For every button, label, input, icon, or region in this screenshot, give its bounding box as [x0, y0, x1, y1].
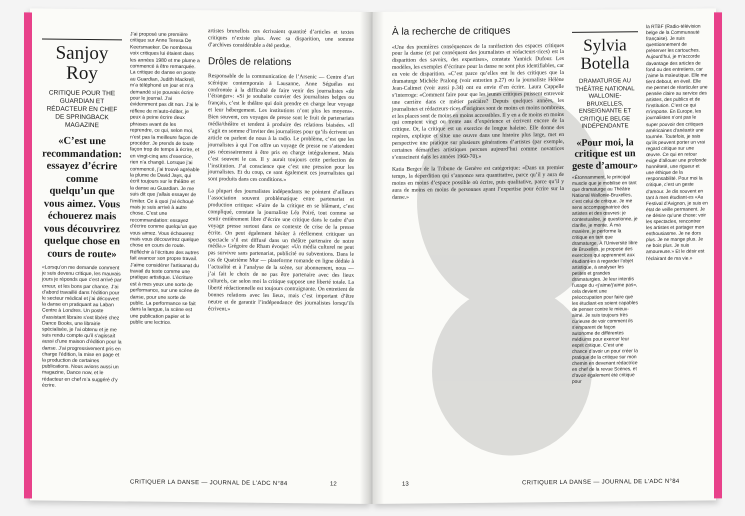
article-paragraph: Responsable de la communication de l’Arsenic — Centre d’art scénique contemporain à Lausanne, Anne Séguélas est confrontée à la difficulté de faire venir des journalistes «de l’étranger»: «Si je souhaite convier des journalistes belges ou français, c’est le théâtre qui doit prendre en charge leur voyage et leur hébergement. Les institutions n’ont plus les moyens». Bien souvent, ces voyages de presse sont le fruit de partenariats média/théâtre et tendent à produire des relations biaisées. «Il s’agit en somme d’inviter des journalistes pour qu’ils écrivent un article ou parlent de nous à la radio. Le problème, c’est que les journalistes à qui l’on offre un voyage de presse ne s’attendent pas nécessairement à être pris en charge intégralement. Mais c’est souvent le cas. Il y aurait toujours cette perfection de l’institution. J’ai conscience que c’est une pression pour les journalistes. Et du coup, ce sont également ces journalistes qui sont produits dans ces conditions.»: [208, 73, 354, 184]
profile-last-name: Botella: [580, 53, 630, 73]
article-paragraph: artistes bruxellois ces écrivaient quantité d’articles et textes critiques n’existe plus. Avec sa disparition, une somme d’archives considérable a été perdue.: [208, 28, 354, 49]
article-paragraph: Katia Berger de la Tribune de Genève est catégorique: «Dans un premier temps, la déperdition qui s’annonce sera quantitative, parce qu’il y aura de moins en moins d’espace possible où écrire, puis qualitative, parce qu’il y aura de moins en moins de personnes ayant l’expertise pour écrire sur la danse.»: [392, 164, 564, 201]
pull-quote: «Pour moi, la critique est un geste d’amour»: [572, 136, 638, 172]
profile-bio: «Étonnamment, le principal muscle que je mobilise en tant que dramaturge au Théâtre National Wallonie-Bruxelles, c’est celui de critique. Je me sens accompagnatrice des artistes et des œuvres: je contextualise, je questionne, je clarifie, je monte. À ma manière, je performe la critique en tant que dramaturge. À l’Université libre de Bruxelles, je propose des exercices qui apprennent aux étudiant·es à regarder l’objet artistique, à analyser les petites et grandes dramaturgies. Je leur interdis l’usage du «j’aime/j’aime pas», cela devient une préoccupation pour faire que les étudiant·es soient capables de penser contre le mieux-aimé. Je suis toujours très curieuse de voir comment ils s’emparent de façon autonome de différentes médiums pour exercer leur esprit critique. C’est une chance d’avoir un pour créer la pratique de la critique sur mon chemin en devenant rédactrice en chef de la revue Scènes, et d’avoir également été critique pour: [572, 175, 638, 385]
profile-bio-continued: J’ai proposé une première critique sur Anne Teresa De Keersmaeker. De nombreux voix critiques lui étaient dans les années 1980 et me plume a commencé à être remarquée. La critique de danse en poste au Guardian, Judith Mackrell, m’a téléphoné un jour et m’a demandé si je pouvais écrire pour le journal. J’ai évidemment pas dit non. J’ai le réflexe de m’auto-éditer, je peux à peine écrire deux phrases avant de les reprendre, ce qui, selon moi, n’est pas la meilleure façon de procéder. Je prends de toute façon trop de temps à écrire, et en vingt-cinq ans d’exercice, rien n’a changé. Lorsque j’ai commencé, j’ai trouvé agréable la plume de David Jays, qui écrit toujours sur le théâtre et la danse au Guardian. Je me suis dit que j’allais essayer de l’imiter. Ce à quoi j’ai échoué mais je suis arrivé à autre chose. C’est une recommandation: essayez d’écrire comme quelqu’un que vous aimez. Vous échouerez mais vous découvrirez quelque chose en cours de route. Réfléchir à l’écriture des autres fait avancer son propre travail. J’aime considérer l’artisanat du travail du texte comme une pratique artistique. L’écriture est à mes yeux une sorte de performance, sur une scène de danse, pour une sorte de public. La performance se fait dans la langue, la scène est une publication papier et le public une lectrice.: [130, 31, 200, 327]
left-page: [30, 8, 372, 504]
profile-sidebar-right: [572, 27, 638, 385]
page-edge-accent: [714, 12, 722, 498]
right-page: [372, 8, 716, 504]
profile-first-name: Sanjoy: [55, 42, 109, 65]
section-heading: Drôles de relations: [208, 56, 292, 68]
article-column-right: [392, 26, 564, 478]
profile-last-name: Roy: [66, 62, 98, 85]
article-paragraph: La plupart des journalistes indépendants ne pointent d’ailleurs l’association souvent problématique entre partenariat et production critique: «Faire de la critique en se blâmant, c’est compliqué, constate la journaliste Léa Poiré, tout comme se sentir entièrement libre d’écrire une critique dans le cadre d’un voyage presse surtout dans ce contexte de crise de la presse écrite. On peut également hésiter à réellement critiquer un spectacle s’il est diffusé dans un théâtre partenaire de notre média.» Grégoire de Rham évoque: «Un média culturel ne peut pas survivre sans partenariat, publicité ou subventions. Dans le cas de Quatrième Mur — plateforme romande en ligne dédiée à l’actualité et à l’analyse de la scène, sur abonnement, nous — j’ai fait le choix de ne pas être partenaire avec des lieux culturels, car selon moi la critique suppose une liberté totale. La liberté rédactionnelle est toujours contraignante. On entretient de bonnes relations avec les lieux, mais c’est important d’être neutre et de garantir l’indépendance des journalistes lorsqu’ils écrivent.»: [208, 188, 354, 313]
profile-name: [42, 44, 122, 85]
profile-role: CRITIQUE POUR THE GUARDIAN ET RÉDACTEUR EN CHEF DE SPRINGBACK MAGAZINE: [46, 89, 118, 130]
profile-bio-continued: la RTBF (Radio-télévision belge de la Communauté française). Je suis questionnement de préserver les cartouches. Aujourd’hui, je m’accorde davantage des articles de fond ou des entretiens, car j’aime la maïeutique. Elle me tient debout, en éveil. Elle me permet de réarticuler une pensée claire au service des artistes, des publics et de l’institution. C’est ce qui m’importe. En Europe, les journalistes n’ont pas le super pouvoir des critiques américaines d’anéantir une tournée. Toutefois, je sais qu’ils peuvent porter un vrai regard critique sur une œuvre. Ce qui en retour exige d’allouer une profonde honnêteté, une rigueur et une éthique de la responsabilité. Pour moi la critique, c’est un geste d’amour. Je dis souvent en tant à mes étudiant·es «Au Festival d’Avignon, je suis en état de veille permanent. Je ne désire qu’une chose: voir les spectacles, rencontrer les artistes et partager mon enthousiasme. Je ne dors plus. Je ne mange plus. Je ne bois plus. Je suis amoureuse.» Et le désir est l’éclairant de ma vie.»: [646, 24, 708, 262]
profile-first-name: Sylvia: [583, 35, 627, 55]
profile-bio: «Lorsqu’on me demande comment je suis devenu critique, les mauvais jours je réponds que c’est arrivé par erreur, et les bons par chance. J’ai d’abord travaillé dans l’édition pour le secteur médical et j’ai découvert la danse en pratiquant au Laban Centre à Londres. Un poste d’assistant libraire s’est libéré chez Dance Books, une librairie spécialisée, je l’ai obtenu et je me suis rendu compte qu’il s’agissait aussi d’une maison d’édition pour la danse. J’ai progressivement pris en charge l’édition, la mise en page et la production de certaines publications. Nous avions aussi un magazine, Dance now, et le rédacteur en chef m’a suggéré d’y écrire.: [42, 264, 122, 389]
page-edge-accent: [24, 12, 32, 498]
pull-quote: «C’est une recommandation: essayez d’écrire comme quelqu’un que vous aimez. Vous échouerez mais vous découvrirez quelque chose en cours de route»: [42, 135, 122, 260]
profile-name: [572, 31, 638, 73]
profile-sidebar-left: [42, 39, 122, 420]
article-column-left: [208, 28, 354, 480]
page-footer: CRITIQUER LA DANSE — JOURNAL DE L’ADC N°84: [130, 479, 288, 488]
profile-role: DRAMATURGE AU THÉÂTRE NATIONAL WALLONIE-BRUXELLES, ENSEIGNANTE ET CRITIQUE BELGE INDÉPENDANTE: [575, 78, 635, 130]
page-number: 13: [402, 481, 409, 488]
article-paragraph: «Une des premières conséquences de la raréfaction des espaces critiques pour la danse (et par conséquent des journalistes et rédacteurs·rices) est la disparition des savoirs, des expertises», constate Yannick Dufour. Les modèles, les exemples d’écriture pour la danse ne sont plus identifiables, car en voie de disparition. «C’est parce qu’elles ont lu des critiques que la dramaturge Michèle Pralong (voir entretien p.27) ou la journaliste Hélène Jean-Calimet (voir aussi p.34) ont eu envie d’en écrire. Laura Cappelle s’interroge: «Comment faire pour que les jeunes critiques puissent entrevoir une carrière dans ce métier précaire? Depuis quelques années, les journalistes et rédacteurs·rices d’origines sont de moins en moins nombreux et les places sont de moins en moins accessibles. Il y en a de moins en moins qui comptent vingt ou trente ans d’expérience et écrivent encore de la critique. Or, la critique est un exercice de longue haleine. Elle donne des repères, explique et situe une œuvre dans une histoire plus large, met en perspective une pratique sur plusieurs générations d’artistes (par exemple, certaines démarches artistiques percues aujourd’hui comme novatrices s’enracinent dans les années 1960-70).»: [392, 42, 564, 161]
magazine-spread: [30, 12, 716, 504]
page-number: 12: [330, 481, 337, 488]
page-footer: CRITIQUER LA DANSE — JOURNAL DE L’ADC N°84: [522, 478, 680, 487]
section-heading: À la recherche de critiques: [392, 25, 511, 38]
